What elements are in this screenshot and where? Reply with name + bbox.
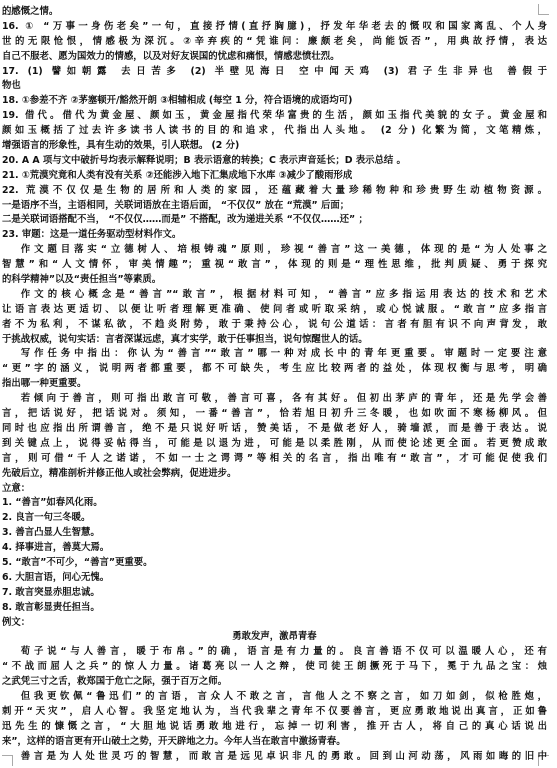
text-line: 立意： bbox=[2, 482, 31, 494]
text-line: 之武凭三寸之舌，救郑国于危亡之际，强于百万之师。 bbox=[2, 676, 228, 688]
text-line: 世的无限怆恨，情感极为深沉。②辛弃疾的“凭谁问：廉颇老矣，尚能饭否”，用典故抒情，表达 bbox=[2, 35, 547, 47]
text-line: 19. 借代。借代为黄金屋、颜如玉，黄金屋指代荣华富贵的生活，颜如玉指代美貌的女子。黄金屋和 bbox=[2, 110, 547, 122]
text-line: 来”，这样的语言更有开山破土之势，开天辟地之力。今年人当在敢言中激扬青春。 bbox=[2, 735, 346, 747]
text-line: 17. (1) 譬如朝露 去日苦多 (2) 半壁见海日 空中闻天鸡 (3) 君子生非异也 善假于 bbox=[2, 65, 547, 77]
text-line: 先破后立，精准剖析并修正他人或社会弊病，促进进步。 bbox=[2, 467, 237, 479]
text-line: 增强语言的形象性，具有生动的效果，引人联想。 (2 分) bbox=[2, 140, 240, 152]
text-line: 例文： bbox=[2, 616, 31, 628]
text-line: 23. 审题：这是一道任务驱动型材料作文。 bbox=[2, 229, 182, 241]
text-line: 善言是为人处世灵巧的智慧，而敢言是远见卓识非凡的勇敢。回到山河动荡，风雨如晦的旧中 bbox=[20, 750, 547, 762]
text-line: 若倾向于善言，则可指出敢言可敬，善言可喜，各有其好。但初出茅庐的青年，还是先学会善 bbox=[20, 393, 547, 405]
text-line: 言，则可借“千人之诺诺，不如一士之谔谔”等相关的名言，指出唯有“敢言”，才可能促使我们 bbox=[2, 452, 547, 464]
text-line: 言，把话说好，把话说对。须知，一番“善言”，恰若旭日初升三冬暖，也如吹面不寒杨柳风。但 bbox=[2, 408, 547, 420]
text-line: 颜如玉概括了过去许多读书人读书的目的和追求，代指出人头地。 (2 分) 化繁为简，文笔精炼， bbox=[2, 125, 547, 137]
text-line: 刺开“天灾”，启人心智。我坚定地认为，当代我辈之青年不仅要善言，更应勇敢地说出真言，正如鲁 bbox=[2, 705, 547, 717]
text-line: 自己不服老、愿为国效力的情感，以及对好友误国的忧虑和痛恨，情感悲愤壮烈。 bbox=[2, 50, 340, 62]
text-line: 22. 荒漠不仅仅是生物的居所和人类的家园，还蕴藏着大量珍稀物种和珍贵野生动植物资源。 bbox=[2, 184, 547, 196]
text-line: 作文题目落实“立德树人、培根铸魂”原则，珍视“善言”这一美德，体现的是“为人处事之 bbox=[20, 244, 547, 256]
text-line: 勇敢发声，激昂青春 bbox=[232, 631, 317, 643]
text-line: 智慧”和“人文情怀，审美情趣”；重视“敢言”，体现的则是“理性思维，批判质疑、勇于探究 bbox=[2, 259, 547, 271]
text-line: 迅先生的慷慨之言，“大胆地说话勇敢地进行，忘掉一切利害，推开古人，将自己的真心话说出 bbox=[2, 720, 547, 732]
text-line: 7. 敢言突显赤胆忠诚。 bbox=[2, 586, 100, 598]
text-line: 1. “善言”如春风化雨。 bbox=[2, 497, 103, 509]
text-line: 20. A A 项与文中破折号均表示解释说明；B 表示语意的转换；C 表示声音延长；D 表示总结 。 bbox=[2, 154, 406, 166]
text-line: 同时也应指出所谓善言，绝不是只说好听话，赞美话，不是做老好人，骑墙派，而是善于表达。说 bbox=[2, 422, 547, 434]
text-line: 21. ①荒漠究竟和人类有没有关系 ②还能涉入地下汇集成地下水库 ③减少了酸雨形成 bbox=[2, 169, 353, 181]
text-line: 物也 bbox=[2, 80, 21, 92]
text-line: 的感慨之情。 bbox=[2, 6, 59, 17]
text-line: 但我更钦佩“鲁迅们”的言语，言众人不敢之言，言他人之不察之言，如刀如剑，似枪胜炮， bbox=[20, 690, 547, 702]
text-line: 于挑战权威，说句实话：言者深谋远虑，真才实学，敢于任事担当，说句惊醒世人的话。 bbox=[2, 333, 368, 345]
text-line: 5. “敢言”不可少，“善言”更重要。 bbox=[2, 556, 153, 568]
text-line: 作文的核心概念是“善言”“敢言”，根据材料可知，“善言”应多指运用表达的技术和艺术 bbox=[20, 288, 547, 300]
text-line: 荀子说“与人善言，暖于布帛。”的确，语言是有力量的。良言善语不仅可以温暖人心，还有 bbox=[20, 646, 547, 658]
text-line: 一是语序不当，主语相同，关联词语放在主语后面， “不仅仅” 放在 “荒漠” 后面； bbox=[2, 199, 350, 211]
text-line: 4. 择事进言，善莫大焉。 bbox=[2, 542, 110, 554]
text-line: 让语言表达更适切、以便让听者理解更准确、使问者或听取采纳，或心悦诚服。“敢言”应多指言 bbox=[2, 303, 547, 315]
text-line: “不战而屈人之兵”的惊人力量。诸葛亮以一人之辩，使司徒王朗撅死于马下，冕于九品之宝：烛 bbox=[2, 661, 547, 673]
text-line: 的科学精神”以及“责任担当”等素质。 bbox=[2, 274, 162, 286]
text-line: 者不为私利，不谋私欲，不趋炎附势，敢于秉持公心，说句公道话：言者有胆有识不向声背发，敢 bbox=[2, 318, 547, 330]
text-line: “更”字的涵义，说明两者都重要，都不可缺失，考生应比较两者的益处，体现权衡与思考，明确 bbox=[2, 363, 547, 375]
text-line: 写作任务中指出：你认为“善言”“敢言”哪一种对成长中的青年更重要。审题时一定要注意 bbox=[20, 348, 547, 360]
text-line: 8. 敢言彰显责任担当。 bbox=[2, 601, 100, 613]
text-line: 到关键点上，说得妥帖得当，可能是以退为进，可能是以柔胜刚，从而使论述更全面。若更赞成敢 bbox=[2, 437, 547, 449]
text-line: 2. 良言一句三冬暖。 bbox=[2, 512, 91, 524]
text-line: 6. 大胆言语，问心无愧。 bbox=[2, 571, 110, 583]
text-line: 指出哪一种更重要。 bbox=[2, 378, 87, 390]
text-line: 16. ① “万事一身伤老矣”一句，直接抒情(直抒胸臆)，抒发年华老去的慨叹和国家离乱、个人身 bbox=[2, 20, 547, 32]
text-line: 18. ①参差不齐 ②茅塞顿开/豁然开朗 ③相辅相成 (每空 1 分，符合语境的成语均可) bbox=[2, 95, 353, 107]
text-line: 二是关联词语搭配不当， “不仅仅……而是” 不搭配，改为递进关系 “不仅仅……还” ； bbox=[2, 214, 368, 226]
text-line: 3. 善言凸显人生智慧。 bbox=[2, 527, 100, 539]
document-body bbox=[2, 5, 547, 764]
